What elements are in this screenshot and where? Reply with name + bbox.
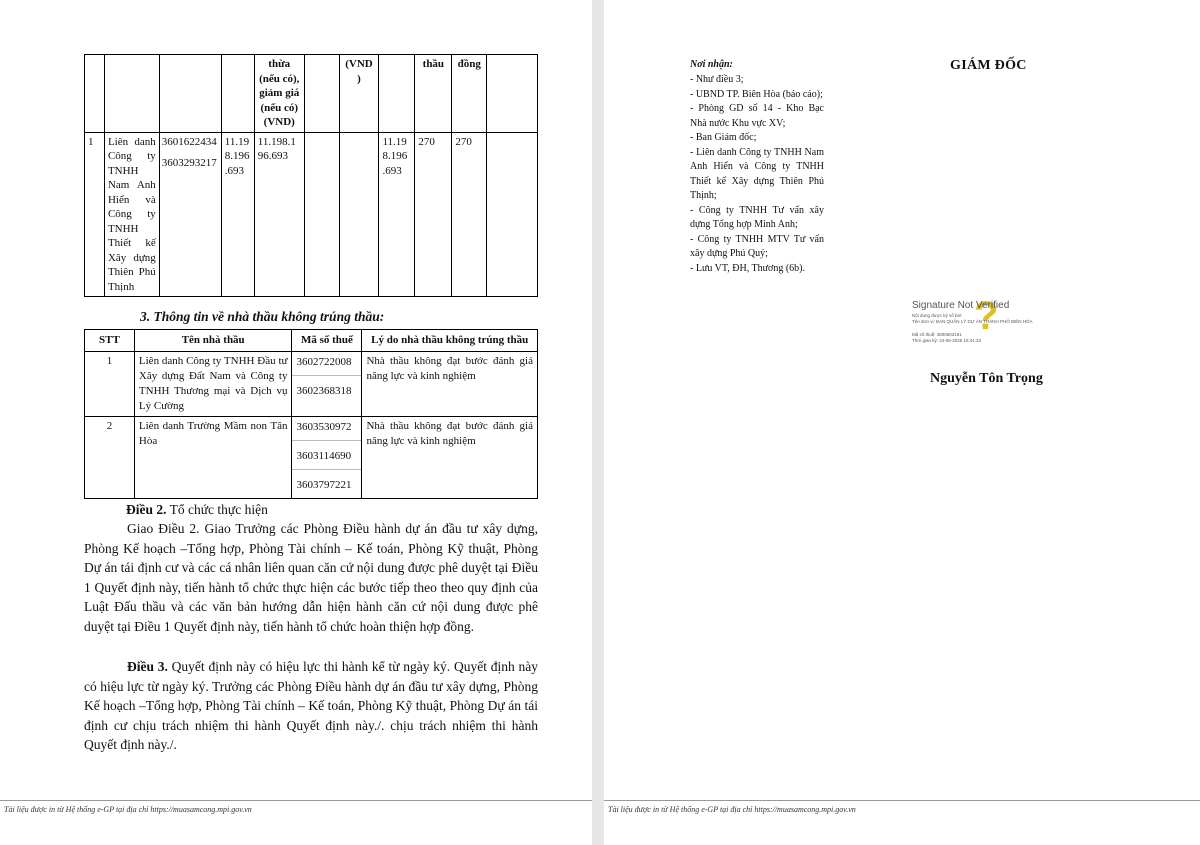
row-stt: 2 <box>85 417 135 499</box>
question-mark-icon: ? <box>974 294 999 338</box>
recipients-title: Nơi nhận: <box>690 59 733 70</box>
document-page-left <box>0 0 592 845</box>
bidder-tax-codes <box>159 132 221 297</box>
header-name: Tên nhà thầu <box>134 330 292 352</box>
tax-code: 3603114690 <box>292 441 361 470</box>
bid-price: 11.19 8.196 .693 <box>221 132 254 297</box>
table-row <box>85 132 538 297</box>
signature-line: Tên đơn vị: BAN QUẢN LÝ DỰ ÁN THÀNH PHỐ BIÊN HÒA <box>912 319 1033 324</box>
bidder-name: Liên danh Công ty TNHH Nam Anh Hiển và Công ty TNHH Thiết kế Xây dựng Thiên Phú Thịnh <box>104 132 159 297</box>
list-item: - UBND TP. Biên Hòa (báo cáo); <box>690 88 823 100</box>
bidder-name: Liên danh Công ty TNHH Đầu tư Xây dựng Đất Nam và Công ty TNHH Thương mại và Dịch vụ Lý Cường <box>134 352 292 417</box>
article-2-body: Giao Điều 2. Giao Trưởng các Phòng Điều hành dự án đầu tư xây dựng, Phòng Kế hoạch –Tổng hợp, Phòng Tài chính – Kế toán, Phòng Kỹ thuật, Phòng Dự án tái định cư và các cá nhân liên quan căn cứ nội dung được phê duyệt tại Điều 1 Quyết định này, tiến hành tổ chức thực hiện các bước tiếp theo theo quy định của Luật Đấu thầu và các văn bản hướng dẫn hiện hành căn cứ nội dung được phê duyệt tại Điều 1 Quyết định này, tiến hành tổ chức hoàn thiện hợp đồng. <box>84 521 538 634</box>
table-row <box>85 352 538 417</box>
list-item: - Như điều 3; <box>690 74 744 85</box>
digital-signature-stamp <box>912 294 1060 350</box>
recipients-list <box>690 73 824 276</box>
row-stt: 1 <box>85 132 105 297</box>
contract-price: 11.19 8.196 .693 <box>379 132 415 297</box>
bid-duration: 270 <box>415 132 452 297</box>
price-after-discount: 11.198.1 96.693 <box>254 132 304 297</box>
tax-code: 3602722008 <box>292 352 361 376</box>
table-header-row <box>85 330 538 352</box>
losing-bidders-table <box>84 329 538 499</box>
article-3-paragraph <box>84 657 538 755</box>
page-footer: Tài liệu được in từ Hệ thống e-GP tại địa chỉ https://muasamcong.mpi.gov.vn <box>608 805 856 814</box>
list-item: - Lưu VT, ĐH, Thương (6b). <box>690 262 806 274</box>
header-bid-duration: thầu <box>415 55 452 133</box>
section-3-title: 3. Thông tin về nhà thầu không trúng thầu: <box>140 309 385 324</box>
header-contract-duration: đồng <box>452 55 487 133</box>
tax-code: 3603530972 <box>292 417 361 441</box>
reason: Nhà thầu không đạt bước đánh giá năng lực và kinh nghiệm <box>362 352 538 417</box>
article-2-label: Điều 2. <box>126 502 167 517</box>
list-item: - Công ty TNHH MTV Tư vấn xây dựng Phú Quý; <box>690 233 824 259</box>
list-item: - Ban Giám đốc; <box>690 132 757 143</box>
list-item: - Liên danh Công ty TNHH Nam Anh Hiển và Công ty TNHH Thiết kế Xây dựng Thiên Phú Thịnh; <box>690 146 824 201</box>
header-stt: STT <box>85 330 135 352</box>
page-footer: Tài liệu được in từ Hệ thống e-GP tại địa chỉ https://muasamcong.mpi.gov.vn <box>4 805 252 814</box>
signature-line: Mã số thuế: 3600503191 <box>912 332 962 337</box>
signature-line: Nội dung được ký số bởi <box>912 313 962 318</box>
tax-code: 3602368318 <box>296 385 352 397</box>
tax-code: 3601622434 <box>161 135 217 148</box>
bidder-name: Liên danh Trường Mầm non Tân Hòa <box>134 417 292 499</box>
table-header-row <box>85 55 538 133</box>
signature-status: Signature Not Verified <box>912 300 1010 311</box>
tax-code: 3603293217 <box>161 156 217 169</box>
table-row <box>85 417 538 499</box>
list-item: - Phòng GD số 14 - Kho Bạc Nhà nước Khu vực XV; <box>690 103 824 129</box>
header-price-after-discount: thừa (nếu có), giảm giá (nếu có) (VND) <box>254 55 304 133</box>
bidder-tax-codes <box>292 352 362 417</box>
tax-code: 3603797221 <box>296 479 352 491</box>
row-stt: 1 <box>85 352 135 417</box>
header-reason: Lý do nhà thầu không trúng thầu <box>362 330 538 352</box>
footer-divider <box>0 800 592 801</box>
contract-duration: 270 <box>452 132 487 297</box>
signer-name: Nguyễn Tôn Trọng <box>930 371 1043 386</box>
article-3-label: Điều 3. <box>127 659 168 674</box>
article-2-title: Tổ chức thực hiện <box>166 502 268 517</box>
header-tax: Mã số thuế <box>292 330 362 352</box>
list-item: - Công ty TNHH Tư vấn xây dựng Tổng hợp Minh Anh; <box>690 204 824 230</box>
director-title: GIÁM ĐỐC <box>950 58 1027 73</box>
footer-divider <box>604 800 1200 801</box>
header-vnd: (VND ) <box>339 55 379 133</box>
article-2-heading <box>126 502 268 518</box>
winning-bidder-table <box>84 54 538 297</box>
reason: Nhà thầu không đạt bước đánh giá năng lực và kinh nghiệm <box>362 417 538 499</box>
article-3-body: Quyết định này có hiệu lực thi hành kể từ ngày ký. Quyết định này có hiệu lực từ ngày ký. Trưởng các Phòng Điều hành dự án đầu tư xây dựng, Phòng Kế hoạch –Tổng hợp, Phòng Tài chính – Kế toán, Phòng Kỹ thuật, Phòng Dự án tái định cư chịu trách nhiệm thi hành Quyết định này./. chịu trách nhiệm thi hành Quyết định này./. <box>84 659 538 752</box>
signature-line: Thời gian ký: 24-06-2025 15:41:33 <box>912 338 981 343</box>
bidder-tax-codes <box>292 417 362 499</box>
